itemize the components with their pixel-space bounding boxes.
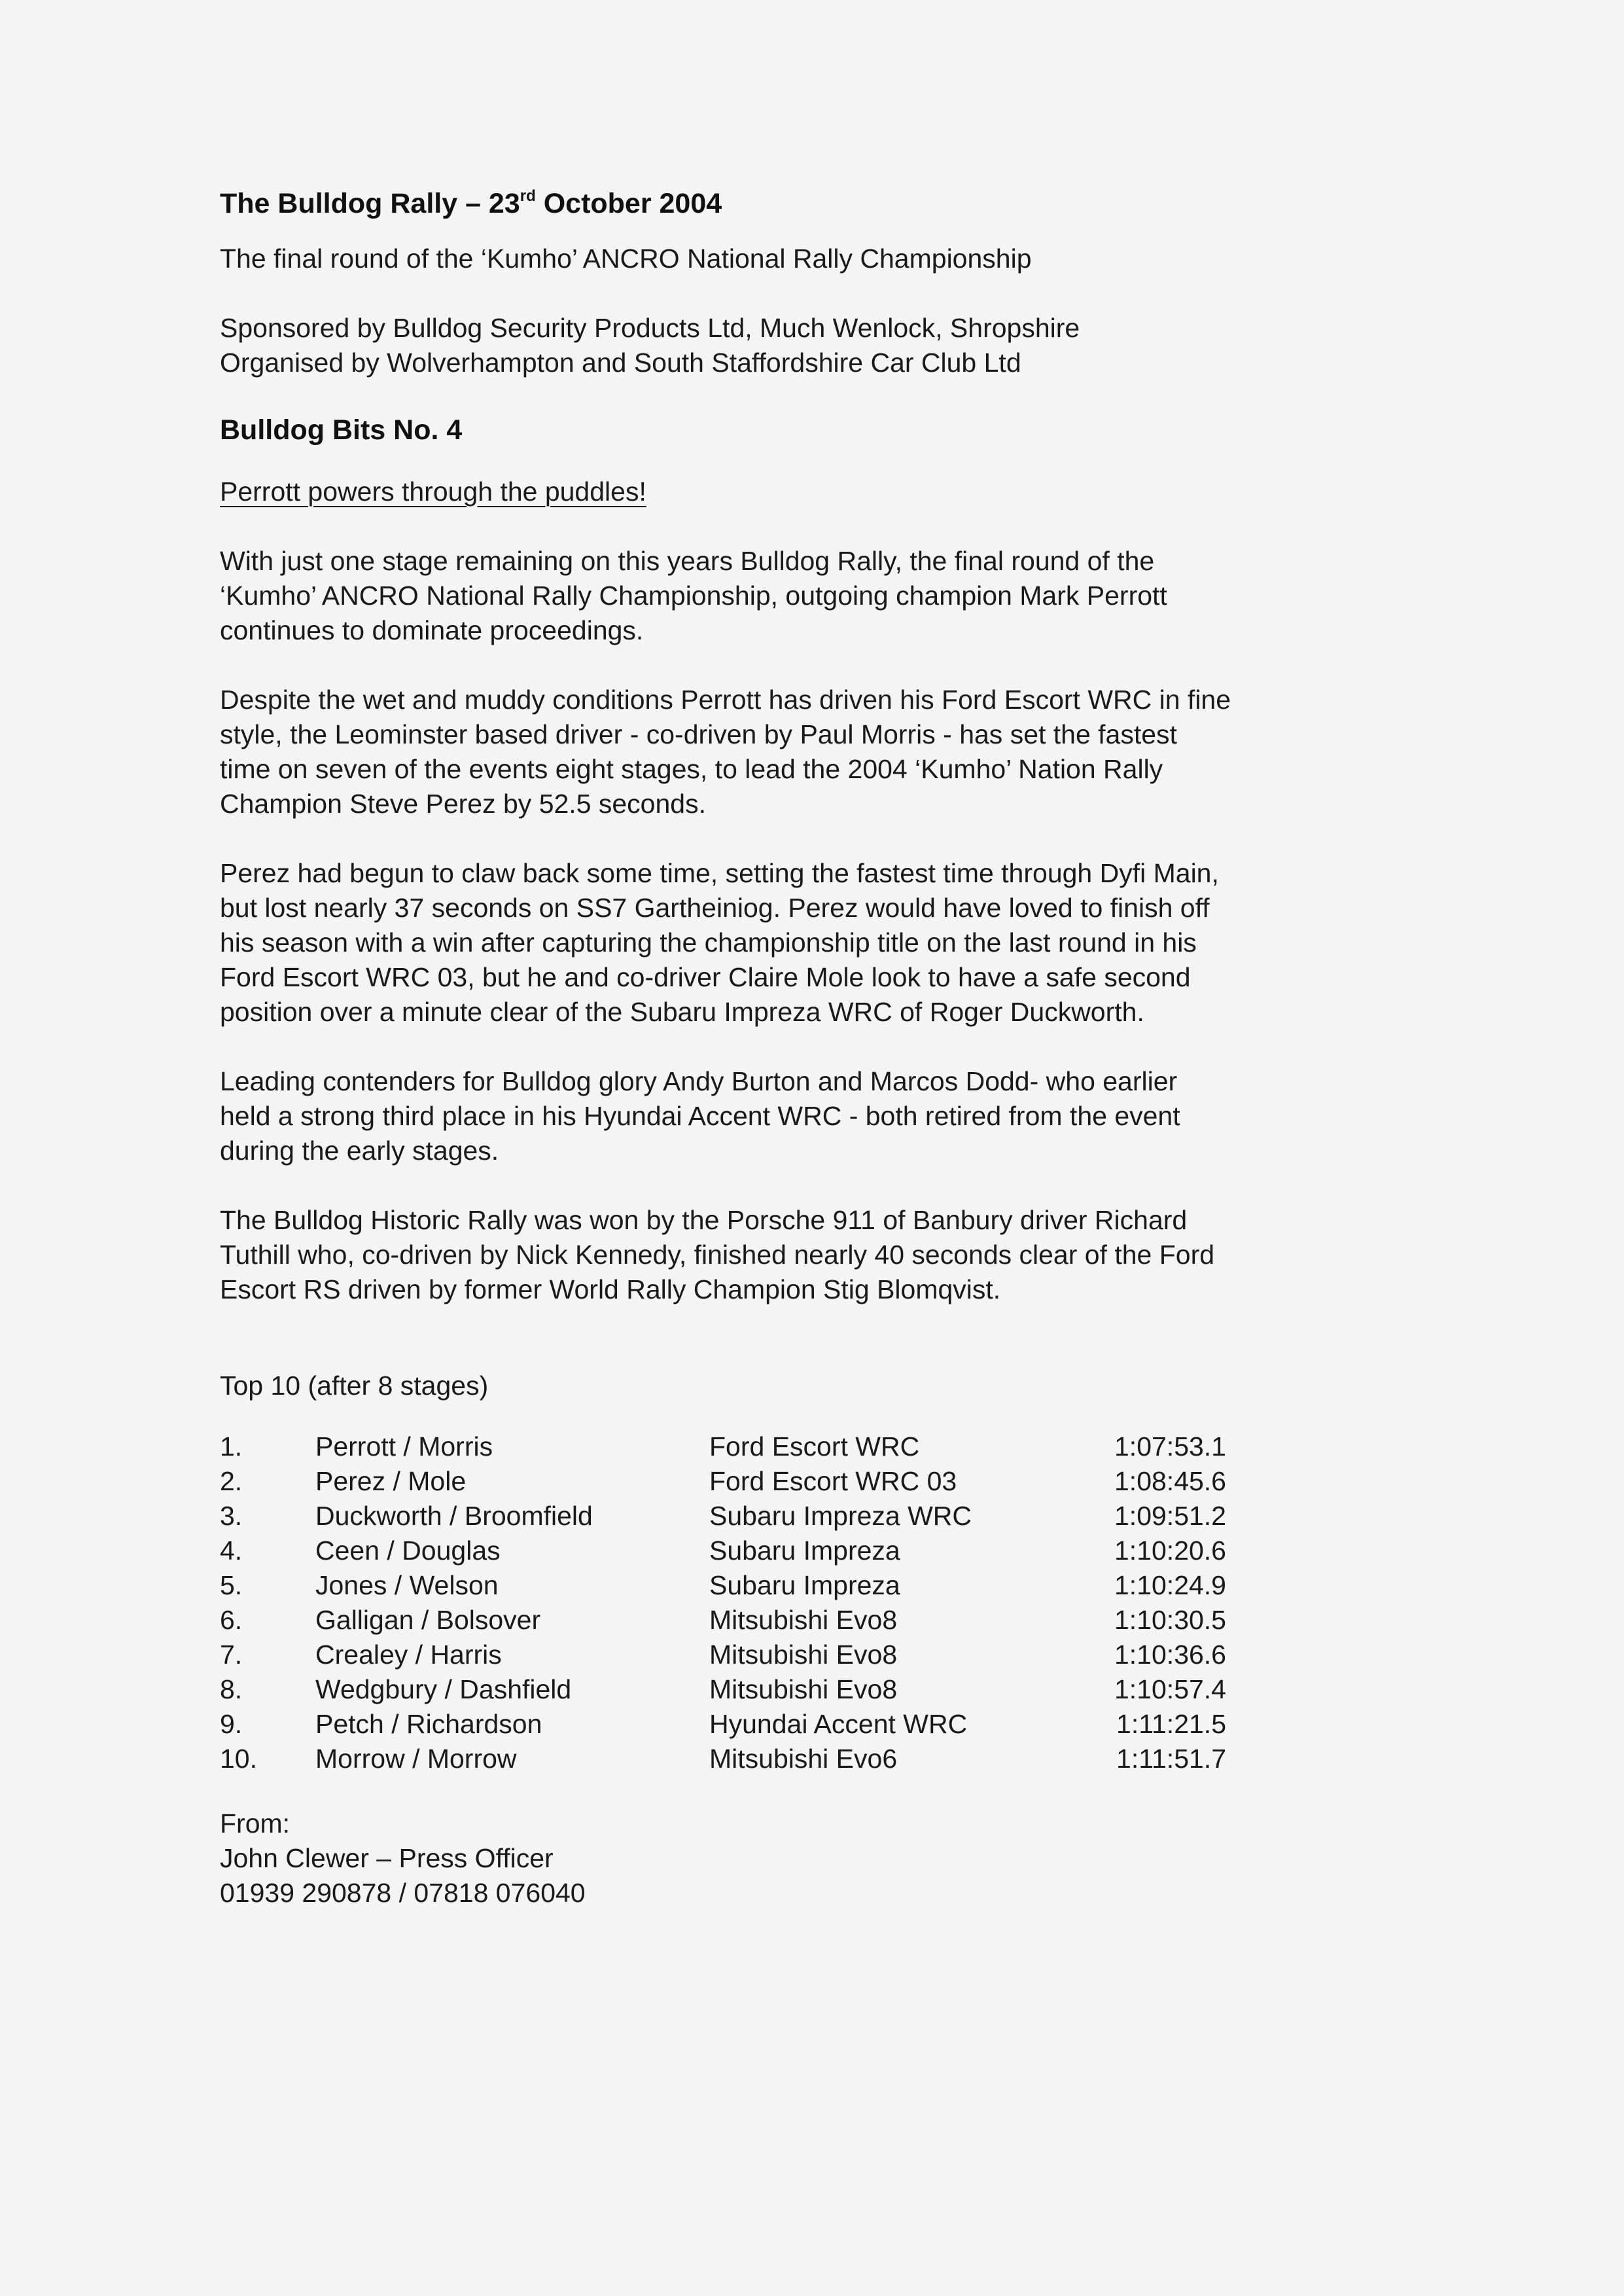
- result-time: 1:10:30.5: [1114, 1605, 1226, 1635]
- result-crew: Petch / Richardson: [315, 1709, 542, 1739]
- result-crew: Crealey / Harris: [315, 1640, 502, 1670]
- paragraph-line: Tuthill who, co-driven by Nick Kennedy, finished nearly 40 seconds clear of the Ford: [220, 1240, 1215, 1270]
- result-time: 1:08:45.6: [1114, 1466, 1226, 1496]
- contact-name: John Clewer – Press Officer: [220, 1843, 554, 1873]
- result-position: 10.: [220, 1744, 257, 1774]
- table-row: [220, 1603, 1226, 1638]
- contact-from-label: From:: [220, 1808, 291, 1839]
- paragraph-line: Ford Escort WRC 03, but he and co-driver Claire Mole look to have a safe second: [220, 962, 1191, 992]
- result-position: 3.: [220, 1501, 243, 1531]
- paragraph-line: Escort RS driven by former World Rally Champion Stig Blomqvist.: [220, 1274, 1001, 1304]
- bulletin-subtitle: Bulldog Bits No. 4: [220, 414, 463, 446]
- table-row: [220, 1499, 1226, 1534]
- result-crew: Perrott / Morris: [315, 1431, 493, 1462]
- result-position: 2.: [220, 1466, 243, 1496]
- headline: Perrott powers through the puddles!: [220, 476, 646, 507]
- intro-line: The final round of the ‘Kumho’ ANCRO National Rally Championship: [220, 243, 1032, 274]
- organiser-line: Organised by Wolverhampton and South Staffordshire Car Club Ltd: [220, 348, 1021, 378]
- result-car: Mitsubishi Evo8: [709, 1605, 898, 1635]
- paragraph-2: [220, 683, 1411, 821]
- result-crew: Morrow / Morrow: [315, 1744, 517, 1774]
- result-time: 1:10:36.6: [1114, 1640, 1226, 1670]
- paragraph-line: during the early stages.: [220, 1136, 499, 1166]
- result-car: Subaru Impreza: [709, 1570, 900, 1600]
- paragraph-line: With just one stage remaining on this years Bulldog Rally, the final round of the: [220, 546, 1155, 576]
- sponsor-block: [220, 311, 1411, 380]
- contact-block: [220, 1806, 1411, 1910]
- title-main: The Bulldog Rally – 23: [220, 188, 520, 219]
- paragraph-line: style, the Leominster based driver - co-driven by Paul Morris - has set the fastest: [220, 719, 1177, 749]
- document-title: [220, 177, 1411, 223]
- table-row: [220, 1707, 1226, 1742]
- paragraph-3: [220, 856, 1411, 1030]
- result-position: 6.: [220, 1605, 243, 1635]
- result-time: 1:11:21.5: [1116, 1709, 1226, 1739]
- result-crew: Duckworth / Broomfield: [315, 1501, 593, 1531]
- table-row: [220, 1429, 1226, 1464]
- result-car: Subaru Impreza WRC: [709, 1501, 972, 1531]
- contact-phone: 01939 290878 / 07818 076040: [220, 1878, 586, 1908]
- result-time: 1:10:24.9: [1114, 1570, 1226, 1600]
- paragraph-1: [220, 544, 1411, 648]
- result-time: 1:11:51.7: [1116, 1744, 1226, 1774]
- result-car: Ford Escort WRC 03: [709, 1466, 957, 1496]
- result-position: 1.: [220, 1431, 243, 1462]
- paragraph-line: position over a minute clear of the Subaru Impreza WRC of Roger Duckworth.: [220, 997, 1144, 1027]
- result-car: Mitsubishi Evo6: [709, 1744, 898, 1774]
- document-body: [220, 177, 1411, 1910]
- result-position: 5.: [220, 1570, 243, 1600]
- result-position: 9.: [220, 1709, 243, 1739]
- result-car: Subaru Impreza: [709, 1535, 900, 1566]
- sponsor-line: Sponsored by Bulldog Security Products Ltd, Much Wenlock, Shropshire: [220, 313, 1080, 343]
- paragraph-line: continues to dominate proceedings.: [220, 615, 644, 645]
- paragraph-line: held a strong third place in his Hyundai Accent WRC - both retired from the event: [220, 1101, 1180, 1131]
- paragraph-line: Champion Steve Perez by 52.5 seconds.: [220, 789, 706, 819]
- paragraph-line: time on seven of the events eight stages, to lead the 2004 ‘Kumho’ Nation Rally: [220, 754, 1163, 784]
- paragraph-line: Perez had begun to claw back some time, setting the fastest time through Dyfi Main,: [220, 858, 1219, 888]
- table-row: [220, 1568, 1226, 1603]
- result-time: 1:10:57.4: [1114, 1674, 1226, 1704]
- paragraph-line: but lost nearly 37 seconds on SS7 Gartheiniog. Perez would have loved to finish off: [220, 893, 1210, 923]
- table-row: [220, 1638, 1226, 1672]
- paragraph-line: The Bulldog Historic Rally was won by the Porsche 911 of Banbury driver Richard: [220, 1205, 1188, 1235]
- result-car: Mitsubishi Evo8: [709, 1674, 898, 1704]
- result-position: 7.: [220, 1640, 243, 1670]
- paragraph-line: Despite the wet and muddy conditions Perrott has driven his Ford Escort WRC in fine: [220, 685, 1231, 715]
- result-car: Mitsubishi Evo8: [709, 1640, 898, 1670]
- title-superscript: rd: [520, 187, 536, 205]
- results-table: [220, 1429, 1226, 1776]
- result-position: 8.: [220, 1674, 243, 1704]
- table-row: [220, 1742, 1226, 1776]
- paragraph-line: his season with a win after capturing the championship title on the last round in his: [220, 927, 1197, 958]
- result-crew: Perez / Mole: [315, 1466, 467, 1496]
- result-time: 1:07:53.1: [1114, 1431, 1226, 1462]
- paragraph-5: [220, 1203, 1411, 1307]
- paragraph-line: ‘Kumho’ ANCRO National Rally Championship, outgoing champion Mark Perrott: [220, 581, 1167, 611]
- result-crew: Jones / Welson: [315, 1570, 499, 1600]
- paragraph-line: Leading contenders for Bulldog glory Andy Burton and Marcos Dodd- who earlier: [220, 1066, 1178, 1096]
- result-time: 1:10:20.6: [1114, 1535, 1226, 1566]
- title-rest: October 2004: [535, 188, 722, 219]
- result-crew: Ceen / Douglas: [315, 1535, 501, 1566]
- result-time: 1:09:51.2: [1114, 1501, 1226, 1531]
- table-row: [220, 1672, 1226, 1707]
- result-crew: Wedgbury / Dashfield: [315, 1674, 572, 1704]
- result-crew: Galligan / Bolsover: [315, 1605, 541, 1635]
- result-car: Hyundai Accent WRC: [709, 1709, 968, 1739]
- table-row: [220, 1464, 1226, 1499]
- paragraph-4: [220, 1064, 1411, 1168]
- result-position: 4.: [220, 1535, 243, 1566]
- results-heading: Top 10 (after 8 stages): [220, 1371, 489, 1401]
- table-row: [220, 1534, 1226, 1568]
- result-car: Ford Escort WRC: [709, 1431, 920, 1462]
